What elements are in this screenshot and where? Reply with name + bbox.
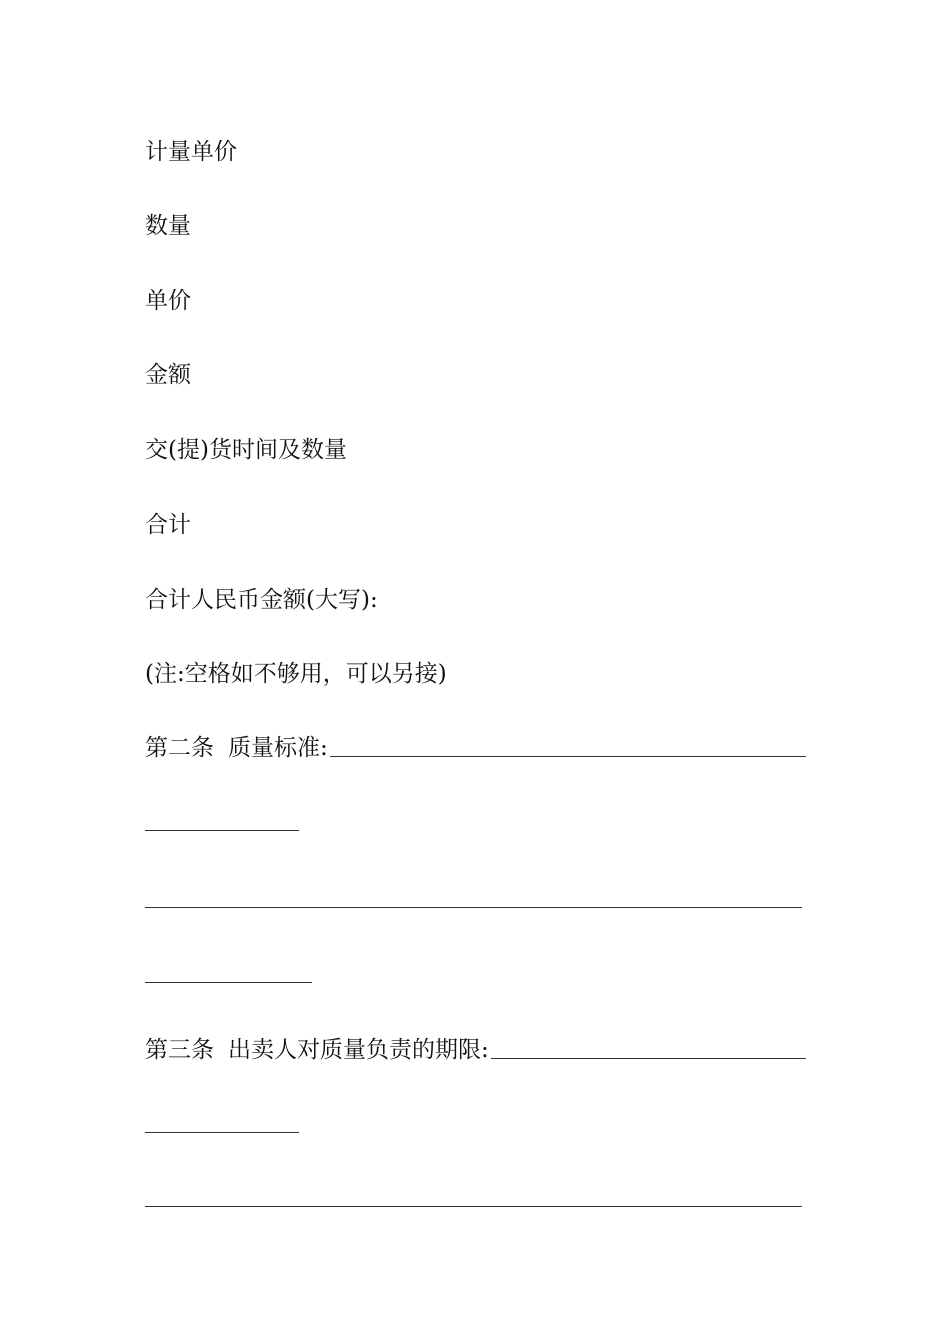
article-3-blank-line-1[interactable] xyxy=(145,1132,299,1133)
article-2-number: 第二条 xyxy=(145,735,214,761)
line-total: 合计 xyxy=(145,512,191,538)
article-2-label: 质量标准: xyxy=(228,735,328,761)
article-2-blank-line-3[interactable] xyxy=(145,982,312,983)
article-3-row xyxy=(145,1035,806,1065)
article-2-blank-line-2[interactable] xyxy=(145,907,802,908)
article-2-blank[interactable] xyxy=(330,756,806,757)
line-note: (注:空格如不够用，可以另接) xyxy=(145,661,447,687)
line-unit-price: 单价 xyxy=(145,288,191,314)
article-3-blank-line-2[interactable] xyxy=(145,1206,802,1207)
line-total-rmb-uppercase: 合计人民币金额(大写): xyxy=(145,587,378,613)
article-2-blank-line-1[interactable] xyxy=(145,830,299,831)
line-delivery-time-quantity: 交(提)货时间及数量 xyxy=(145,437,347,463)
article-3-blank[interactable] xyxy=(491,1058,806,1059)
line-measure-unit-price: 计量单价 xyxy=(145,139,237,165)
article-3-label: 出卖人对质量负责的期限: xyxy=(228,1037,489,1063)
line-amount: 金额 xyxy=(145,362,191,388)
line-quantity: 数量 xyxy=(145,213,191,239)
article-3-number: 第三条 xyxy=(145,1037,214,1063)
article-2-row xyxy=(145,733,806,763)
